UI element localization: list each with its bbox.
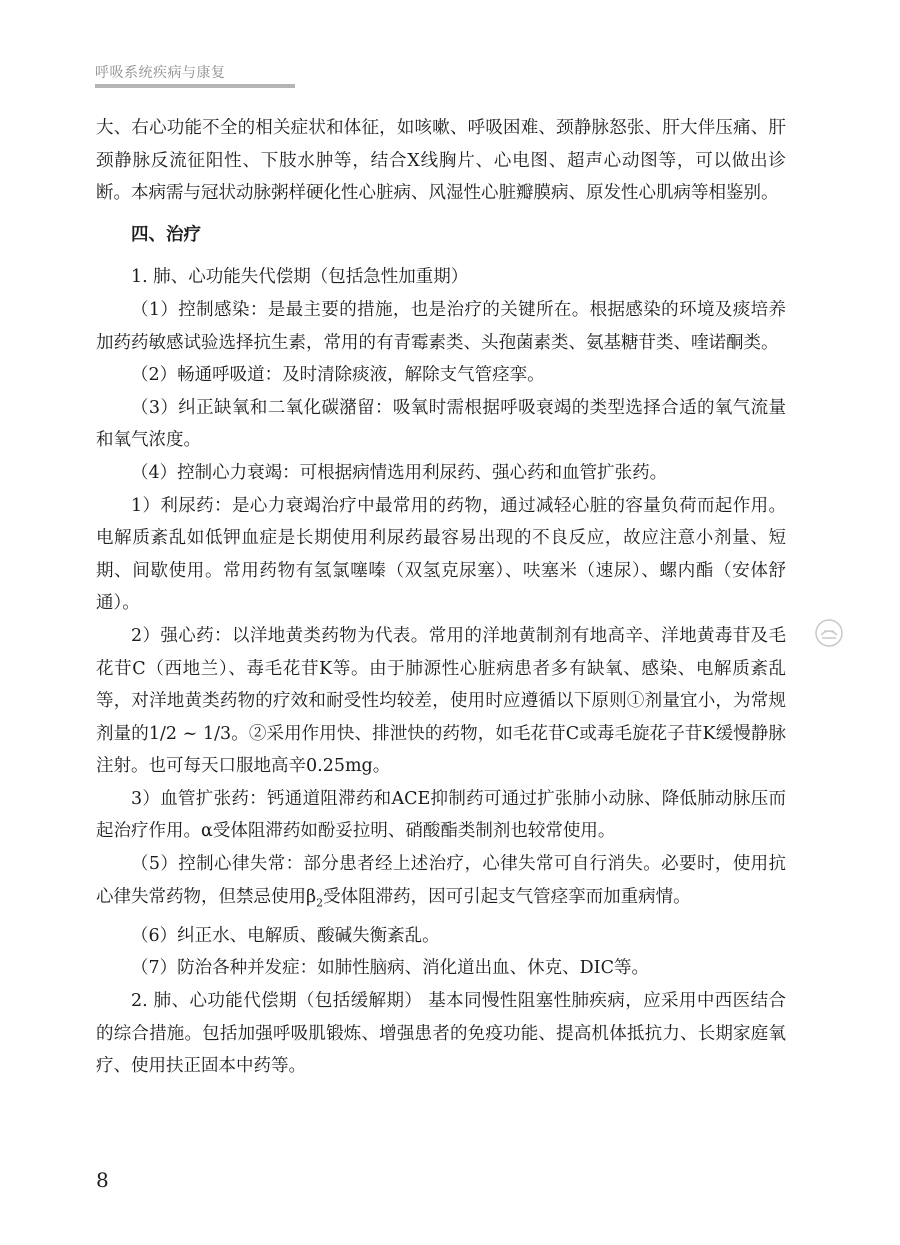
- section-heading-treatment: 四、治疗: [131, 224, 201, 245]
- publisher-logo-icon: [814, 618, 844, 648]
- item-hypoxia: （3）纠正缺氧和二氧化碳潴留：吸氧时需根据呼吸衰竭的类型选择合适的氧气流量和氧气浓度。: [96, 397, 786, 451]
- item-arrhythmia-text-a: （5）控制心律失常：部分患者经上述治疗，心律失常可自行消失。必要时，使用抗心律失常药物，但禁忌使用β: [96, 854, 786, 907]
- item-arrhythmia: [96, 848, 786, 920]
- page-number: 8: [96, 1168, 109, 1192]
- header-rule: [95, 84, 295, 88]
- item-control-infection: （1）控制感染：是最主要的措施，也是治疗的关键所在。根据感染的环境及痰培养加药药敏感试验选择抗生素，常用的有青霉素类、头孢菌素类、氨基糖苷类、喹诺酮类。: [96, 299, 786, 353]
- item-diuretics: 1）利尿药：是心力衰竭治疗中最常用的药物，通过减轻心脏的容量负荷而起作用。电解质紊乱如低钾血症是长期使用利尿药最容易出现的不良反应，故应注意小剂量、短期、间歇使用。常用药物有氢氯噻嗪（双氢克尿塞）、呋塞米（速尿）、螺内酯（安体舒通）。: [96, 495, 786, 614]
- item-cardiotonics: 2）强心药：以洋地黄类药物为代表。常用的洋地黄制剂有地高辛、洋地黄毒苷及毛花苷C（西地兰）、毒毛花苷K等。由于肺源性心脏病患者多有缺氧、感染、电解质紊乱等，对洋地黄类药物的疗效和耐受性均较差，使用时应遵循以下原则①剂量宜小，为常规剂量的1/2 ~ 1/3。②采用作用快、排泄快的药物，如毛花苷C或毒毛旋花子苷K缓慢静脉注射。也可每天口服地高辛0.25mg。: [96, 625, 786, 777]
- beta-subscript: 2: [316, 896, 324, 910]
- subsection-compensated: 2. 肺、心功能代偿期（包括缓解期） 基本同慢性阻塞性肺疾病，应采用中西医结合的综合措施。包括加强呼吸肌锻炼、增强患者的免疫功能、提高机体抵抗力、长期家庭氧疗、使用扶正固本中药等。: [96, 990, 786, 1077]
- paragraph-diagnosis: 大、右心功能不全的相关症状和体征，如咳嗽、呼吸困难、颈静脉怒张、肝大伴压痛、肝颈静脉反流征阳性、下肢水肿等，结合X线胸片、心电图、超声心动图等，可以做出诊断。本病需与冠状动脉粥样硬化性心脏病、风湿性心脏瓣膜病、原发性心肌病等相鉴别。: [96, 118, 786, 204]
- item-complications: （7）防治各种并发症：如肺性脑病、消化道出血、休克、DIC等。: [131, 958, 649, 979]
- item-airway: （2）畅通呼吸道：及时清除痰液，解除支气管痉挛。: [131, 365, 545, 386]
- item-heart-failure: （4）控制心力衰竭：可根据病情选用利尿药、强心药和血管扩张药。: [131, 462, 668, 483]
- item-electrolytes: （6）纠正水、电解质、酸碱失衡紊乱。: [131, 925, 440, 946]
- page-body: [96, 112, 786, 1083]
- subsection-decompensated: 1. 肺、心功能失代偿期（包括急性加重期）: [131, 267, 469, 288]
- item-vasodilators: 3）血管扩张药：钙通道阻滞药和ACE抑制药可通过扩张肺小动脉、降低肺动脉压而起治疗作用。α受体阻滞药如酚妥拉明、硝酸酯类制剂也较常使用。: [96, 788, 786, 842]
- item-arrhythmia-text-b: 受体阻滞药，因可引起支气管痉挛而加重病情。: [323, 886, 691, 907]
- running-header: 呼吸系统疾病与康复: [95, 65, 226, 81]
